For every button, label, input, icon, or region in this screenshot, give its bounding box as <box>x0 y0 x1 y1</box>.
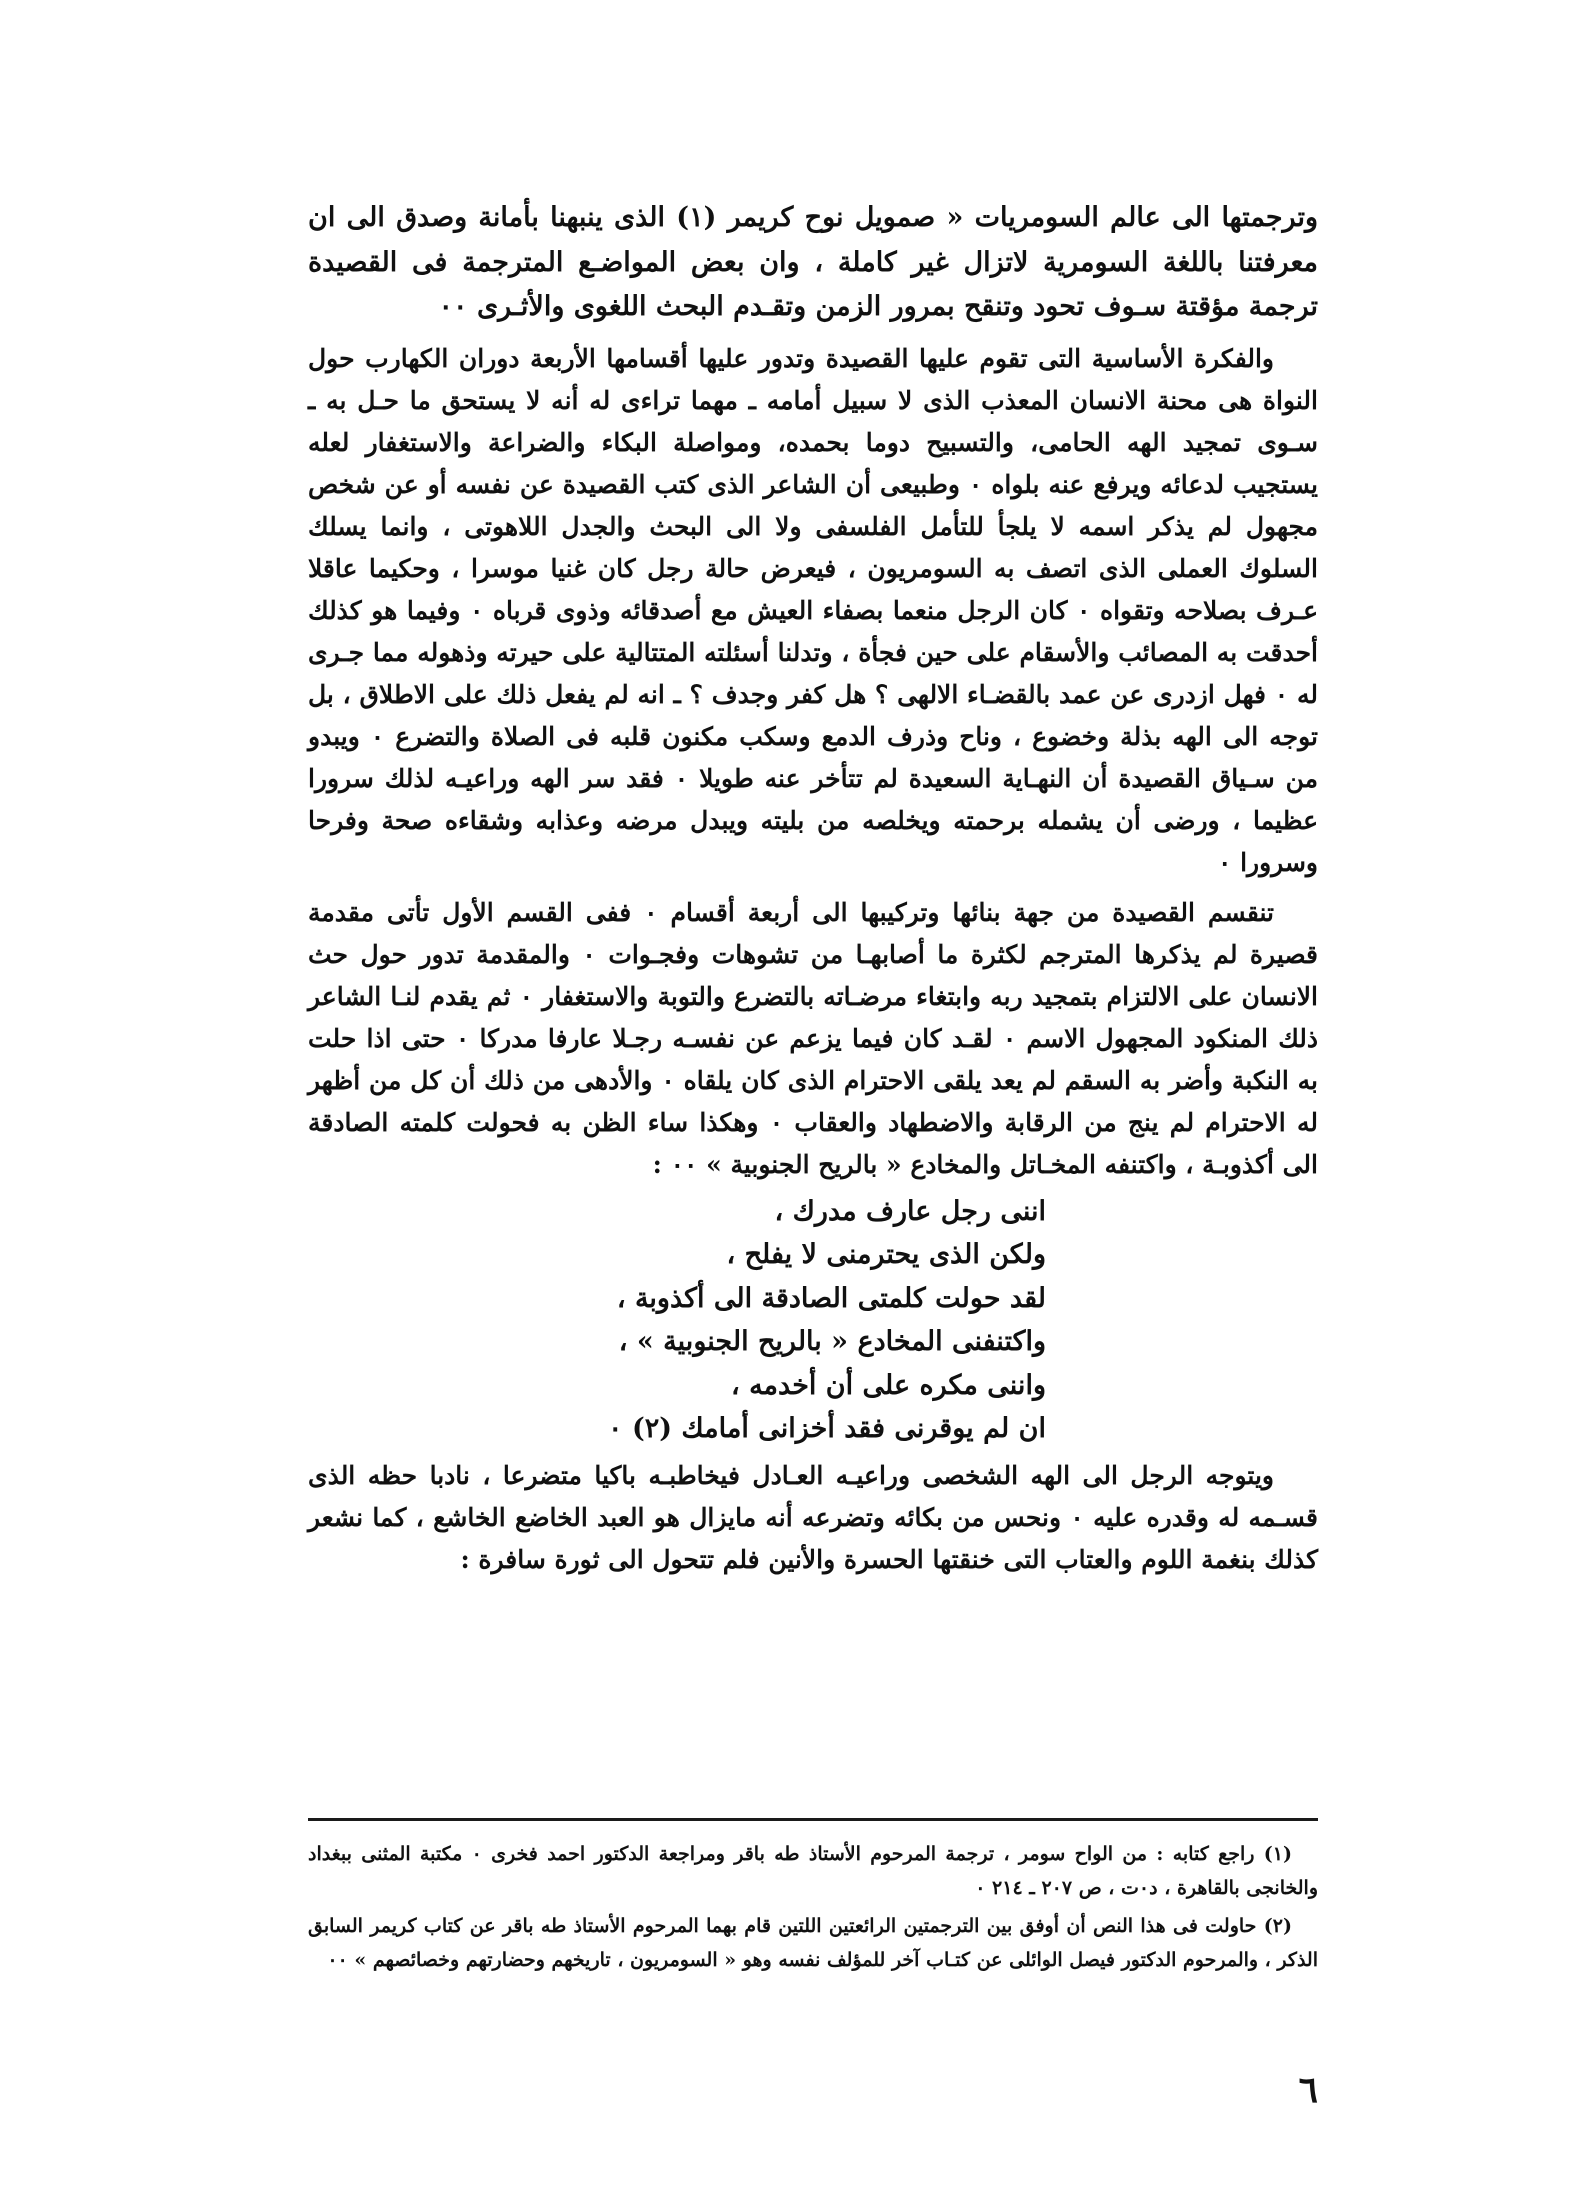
verse-line: واننى مكره على أن أخدمه ، <box>730 1369 1046 1401</box>
verse-line: ان لم يوقرنى فقد أخزانى أمامك (٢) ٠ <box>608 1413 1046 1444</box>
footnote-2: (٢) حاولت فى هذا النص أن أوفق بين الترجمتين الرائعتين اللتين قام بهما المرحوم الأستاذ طه باقر عن كتاب كريمر السابق الذكر ، والمرحوم الدكتور فيصل الوائلى عن كتـاب آخر للمؤلف نفسه وهو « السومريون ، تاريخهم وحضارتهم وخصائصهم » ٠٠ <box>308 1915 1318 1971</box>
page-number: ٦ <box>1298 2069 1318 2111</box>
footnotes <box>308 1837 1318 1977</box>
main-text <box>308 196 1318 1581</box>
intro-paragraph: وترجمتها الى عالم السومريات « صمويل نوح كريمر (١) الذى ينبهنا بأمانة وصدق الى ان معرفتنا باللغة السومرية لاتزال غير كاملة ، وان بعض المواضـع المترجمة فى القصيدة ترجمة مؤقتة سـوف تحود وتنقح بمرور الزمن وتقـدم البحث اللغوى والأثـرى ٠٠ <box>308 202 1319 322</box>
paragraph-structure: تنقسم القصيدة من جهة بنائها وتركيبها الى أربعة أقسام ٠ ففى القسم الأول تأتى مقدمة قصيرة لم يذكرها المترجم لكثرة ما أصابهـا من تشوهات وفجـوات ٠ والمقدمة تدور حول حث الانسان على الالتزام بتمجيد ربه وابتغاء مرضـاته بالتضرع والتوبة والاستغفار ٠ ثم يقدم لنـا الشاعر ذلك المنكود المجهول الاسم ٠ لقـد كان فيما يزعم عن نفسـه رجـلا عارفا مدركا ٠ حتى اذا حلت به النكبة وأضر به السقم لم يعد يلقى الاحترام الذى كان يلقاه ٠ والأدهى من ذلك أن كل من أظهر له الاحترام لم ينج من الرقابة والاضطهاد والعقاب ٠ وهكذا ساء الظن به فحولت كلمته الصادقة الى أكذوبـة ، واكتنفه المخـاتل والمخادع « بالريح الجنوبية » ٠٠ : <box>308 897 1319 1179</box>
verse-line: اننى رجل عارف مدرك ، <box>774 1195 1046 1227</box>
footnote-divider <box>308 1818 1318 1821</box>
paragraph-main-idea: والفكرة الأساسية التى تقوم عليها القصيدة وتدور عليها أقسامها الأربعة دوران الكهارب حول النواة هى محنة الانسان المعذب الذى لا سبيل أمامه ـ مهما تراءى له أنه لا يستحق ما حـل به ـ سـوى تمجيد الهه الحامى، والتسبيح دوما بحمده، ومواصلة البكاء والضراعة والاستغفار لعله يستجيب لدعائه ويرفع عنه بلواه ٠ وطبيعى أن الشاعر الذى كتب القصيدة عن نفسه أو عن شخص مجهول لم يذكر اسمه لا يلجأ للتأمل الفلسفى ولا الى البحث والجدل اللاهوتى ، وانما يسلك السلوك العملى الذى اتصف به السومريون ، فيعرض حالة رجل كان غنيا موسرا ، وحكيما عاقلا عـرف بصلاحه وتقواه ٠ كان الرجل منعما بصفاء العيش مع أصدقائه وذوى قرباه ٠ وفيما هو كذلك أحدقت به المصائب والأسقام على حين فجأة ، وتدلنا أسئلته المتتالية على حيرته وذهوله مما جـرى له ٠ فهل ازدرى عن عمد بالقضـاء الالهى ؟ هل كفر وجدف ؟ ـ انه لم يفعل ذلك على الاطلاق ، بل توجه الى الهه بذلة وخضوع ، وناح وذرف الدمع وسكب مكنون قلبه فى الصلاة والتضرع ٠ ويبدو من سـياق القصيدة أن النهـاية السعيدة لم تتأخر عنه طويلا ٠ فقد سر الهه وراعيـه لذلك سرورا عظيما ، ورضى أن يشمله برحمته ويخلصه من بليته ويبدل مرضه وعذابه وشقاءه صحة وفرحا وسرورا ٠ <box>308 343 1318 877</box>
footnote-1: (١) راجع كتابه : من الواح سومر ، ترجمة المرحوم الأستاذ طه باقر ومراجعة الدكتور احمد فخرى ٠ مكتبة المثنى ببغداد والخانجى بالقاهرة ، د٠ت ، ص ٢٠٧ ـ ٢١٤ ٠ <box>308 1843 1318 1899</box>
quoted-verse <box>308 1190 1318 1451</box>
paragraph-lament: ويتوجه الرجل الى الهه الشخصى وراعيـه العـادل فيخاطبـه باكيا متضرعا ، نادبا حظه الذى قسـمه له وقدره عليه ٠ ونحس من بكائه وتضرعه أنه مايزال هو العبد الخاضع الخاشع ، كما نشعر كذلك بنغمة اللوم والعتاب التى خنقتها الحسرة والأنين فلم تتحول الى ثورة سافرة : <box>308 1460 1318 1574</box>
verse-line: لقد حولت كلمتى الصادقة الى أكذوبة ، <box>616 1282 1046 1314</box>
verse-line: واكتنفنى المخادع « بالريح الجنوبية » ، <box>618 1326 1046 1357</box>
verse-line: ولكن الذى يحترمنى لا يفلح ، <box>726 1239 1046 1270</box>
